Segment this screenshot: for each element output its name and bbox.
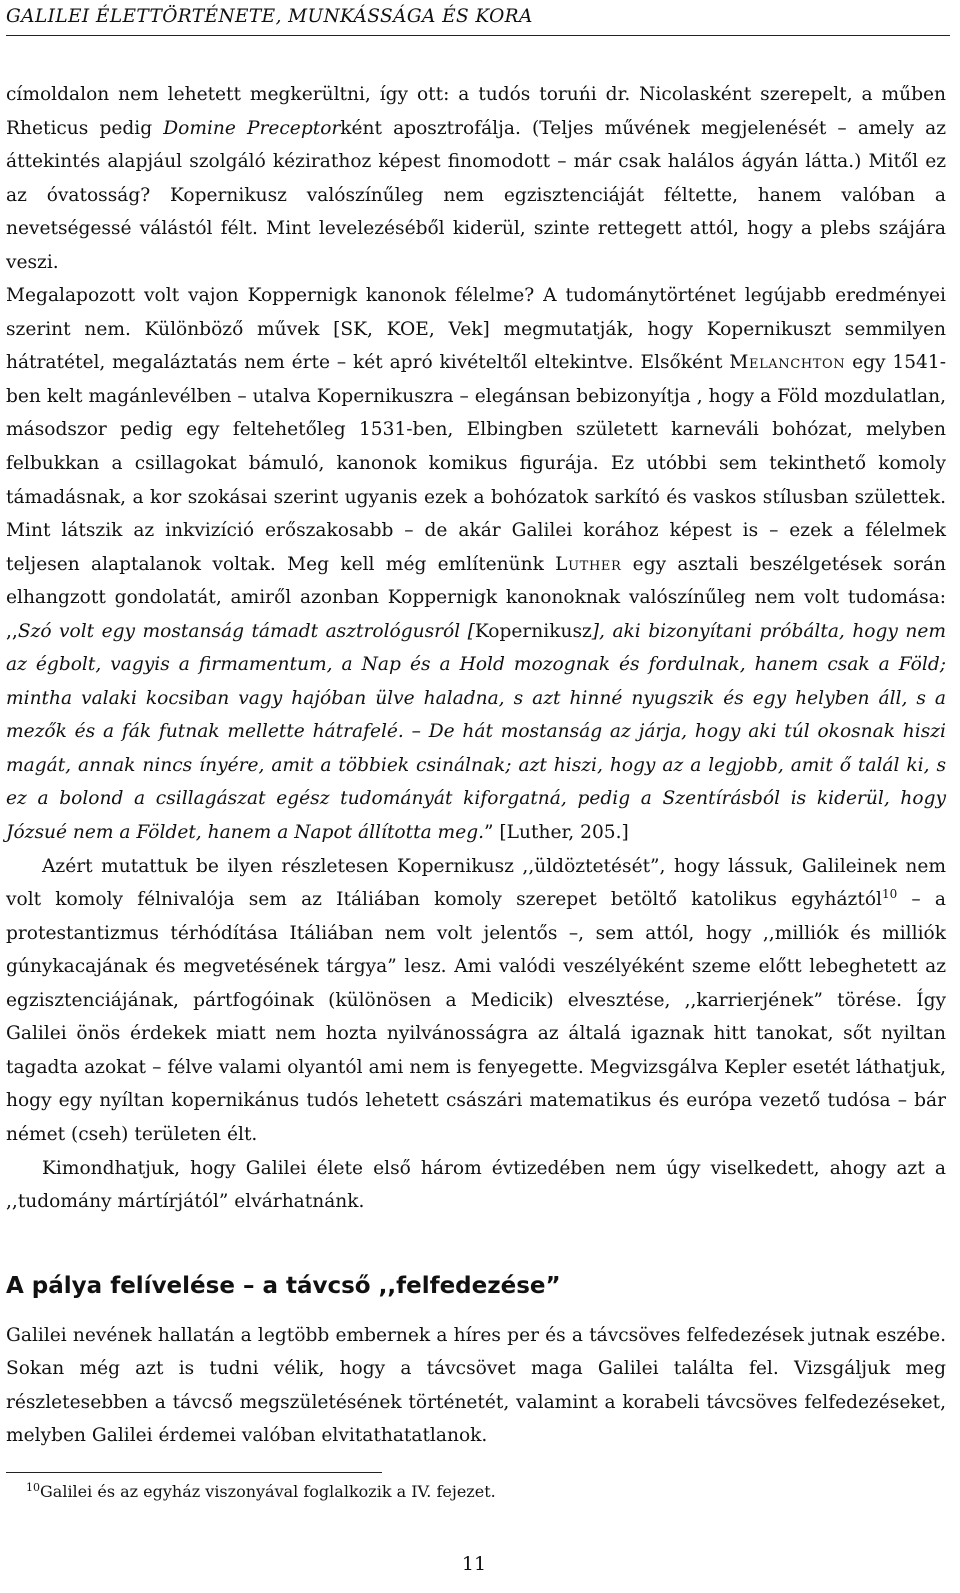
footnote-number: 10 bbox=[26, 1481, 40, 1494]
p2-text-c: egy asztali beszélgetések során elhangzott gondolatát, amiről azonban Koppernigk kanonoknak valószínűleg nem volt tudomása: ,, bbox=[6, 553, 946, 642]
section-heading: A pálya felívelése – a távcső ,,felfedezése” bbox=[6, 1272, 561, 1299]
p3-text-a: Azért mutattuk be ilyen részletesen Kopernikusz ,,üldöztetését”, hogy lássuk, Galileinek nem volt komoly félnivalója sem az Itáliában komoly szerepet betöltő katolikus egyháztól bbox=[6, 855, 946, 911]
p2-text-b: egy 1541-ben kelt magánlevélben – utalva Kopernikuszra – elegánsan bebizonyítja , hogy a Föld mozdulatlan, másodszor pedig egy feltehetőleg 1531-ben, Elbingben született karneváli bohózat, melyben felbukkan a csillagokat bámuló, kanonok komikus figurája. Ez utóbbi sem tekinthető komoly támadásnak, a kor szokásai szerint ugyanis ezek a bohózatok sarkító és vaskos stílusban születtek. Mint látszik az inkvizíció erőszakosabb – de akár Galilei korához képest is – ezek a félelmek teljesen alaptalanok voltak. Meg kell még említenünk bbox=[6, 352, 946, 575]
paragraph-4: Kimondhatjuk, hogy Galilei élete első három évtizedében nem úgy viselkedett, ahogy azt a ,,tudomány mártírjától” elvárhatnánk. bbox=[6, 1157, 946, 1213]
p2-quote-part-3: ], aki bizonyítani próbálta, hogy nem az égbolt, vagyis a firmamentum, a Nap és a Hold mozognak és fordulnak, hanem csak a Föld; mintha valaki kocsiban vagy hajóban ülve haladna, s azt hinné nyugszik és egy helyben áll, s a mezők és a fák futnak mellette hátrafelé. – De hát mostanság az járja, hogy aki túl okosnak hiszi magát, annak nincs ínyére, amit a többiek csinálnak; azt hiszi, hogy az a legjobb, amit ő talál ki, s ez a bolond a csillagászat egész tudományát kiforgatná, pedig a Szentírásból is kiderül, hogy Józsué nem a Földet, hanem a Napot állította meg. bbox=[6, 620, 947, 844]
p2-citation: ” [Luther, 205.] bbox=[484, 822, 629, 844]
p1-text-c: ként aposztrofálja. (Teljes művének megjelenését – amely az áttekintés alapjául szolgáló kézirathoz képest finomodott – már csak halálos ágyán látta.) Mitől ez az óvatosság? Kopernikusz valószínűleg nem egzisztenciáját féltette, hanem valóban a nevetségessé válástól félt. Mint levelezéséből kiderül, szinte rettegett attól, hogy a plebs szájára veszi. bbox=[6, 117, 946, 273]
running-header: GALILEI ÉLETTÖRTÉNETE, MUNKÁSSÁGA ÉS KORA bbox=[6, 6, 950, 36]
page-number: 11 bbox=[461, 1553, 487, 1575]
footnote bbox=[26, 1481, 496, 1503]
paragraph-2 bbox=[6, 279, 946, 849]
p2-quote-bracket-name: Kopernikusz bbox=[474, 620, 592, 642]
footnote-text: Galilei és az egyház viszonyával foglalkozik a IV. fejezet. bbox=[40, 1482, 496, 1501]
p2-quote-part-1: Szó volt egy mostanság támadt asztrológusról [ bbox=[17, 620, 475, 642]
paragraph-5: Galilei nevének hallatán a legtöbb embernek a híres per és a távcsöves felfedezések jutnak eszébe. Sokan még azt is tudni vélik, hogy a távcsövet maga Galilei találta fel. Vizsgáljuk meg részletesebben a távcső megszületésének történetét, valamint a korabeli távcsöves felfedezéseket, melyben Galilei érdemei valóban elvitathatatlanok. bbox=[6, 1324, 946, 1447]
p1-text-a: címoldalon nem lehetett megkerültni, így ott: a tudós toruńi dr. Nicolasként szerepelt, a műben Rheticus pedig bbox=[6, 84, 946, 139]
main-text bbox=[6, 78, 946, 1453]
p2-text-a: Megalapozott volt vajon Koppernigk kanonok félelme? A tudománytörténet legújabb eredményei szerint nem. Különböző művek [SK, KOE, Vek] megmutatják, hogy Kopernikuszt semmilyen hátratétel, megaláztatás nem érte – két apró kivételtől eltekintve. Elsőként bbox=[6, 285, 946, 374]
p2-name-melanchton: Melanchton bbox=[729, 352, 846, 374]
p2-name-luther: Luther bbox=[555, 553, 622, 575]
footnote-reference[interactable]: 10 bbox=[881, 887, 898, 902]
paragraph-1 bbox=[6, 78, 946, 279]
p3-text-b: – a protestantizmus térhódítása Itáliában nem volt jelentős –, sem attól, hogy ,,milliók és milliók gúnykacajának és megvetésének tárgya” lesz. Ami valódi veszélyéként szeme előtt lebeghetett az egzisztenciájának, pártfogóinak (különösen a Medicik) elvesztése, ,,karrierjének” törése. Így Galilei önös érdekek miatt nem hozta nyilvánosságra az általá igaznak hitt tanokat, sőt nyiltan tagadta azokat – félve valami olyantól ami nem is fenyegette. Megvizsgálva Kepler esetét láthatjuk, hogy egy nyíltan kopernikánus tudós lehetett császári matematikus és európa vezető tudósa – bár német (cseh) területen élt. bbox=[6, 889, 946, 1145]
footnote-divider bbox=[6, 1472, 382, 1473]
paragraph-3 bbox=[6, 850, 946, 1152]
p1-italic-domine-preceptor: Domine Preceptor bbox=[163, 117, 341, 139]
